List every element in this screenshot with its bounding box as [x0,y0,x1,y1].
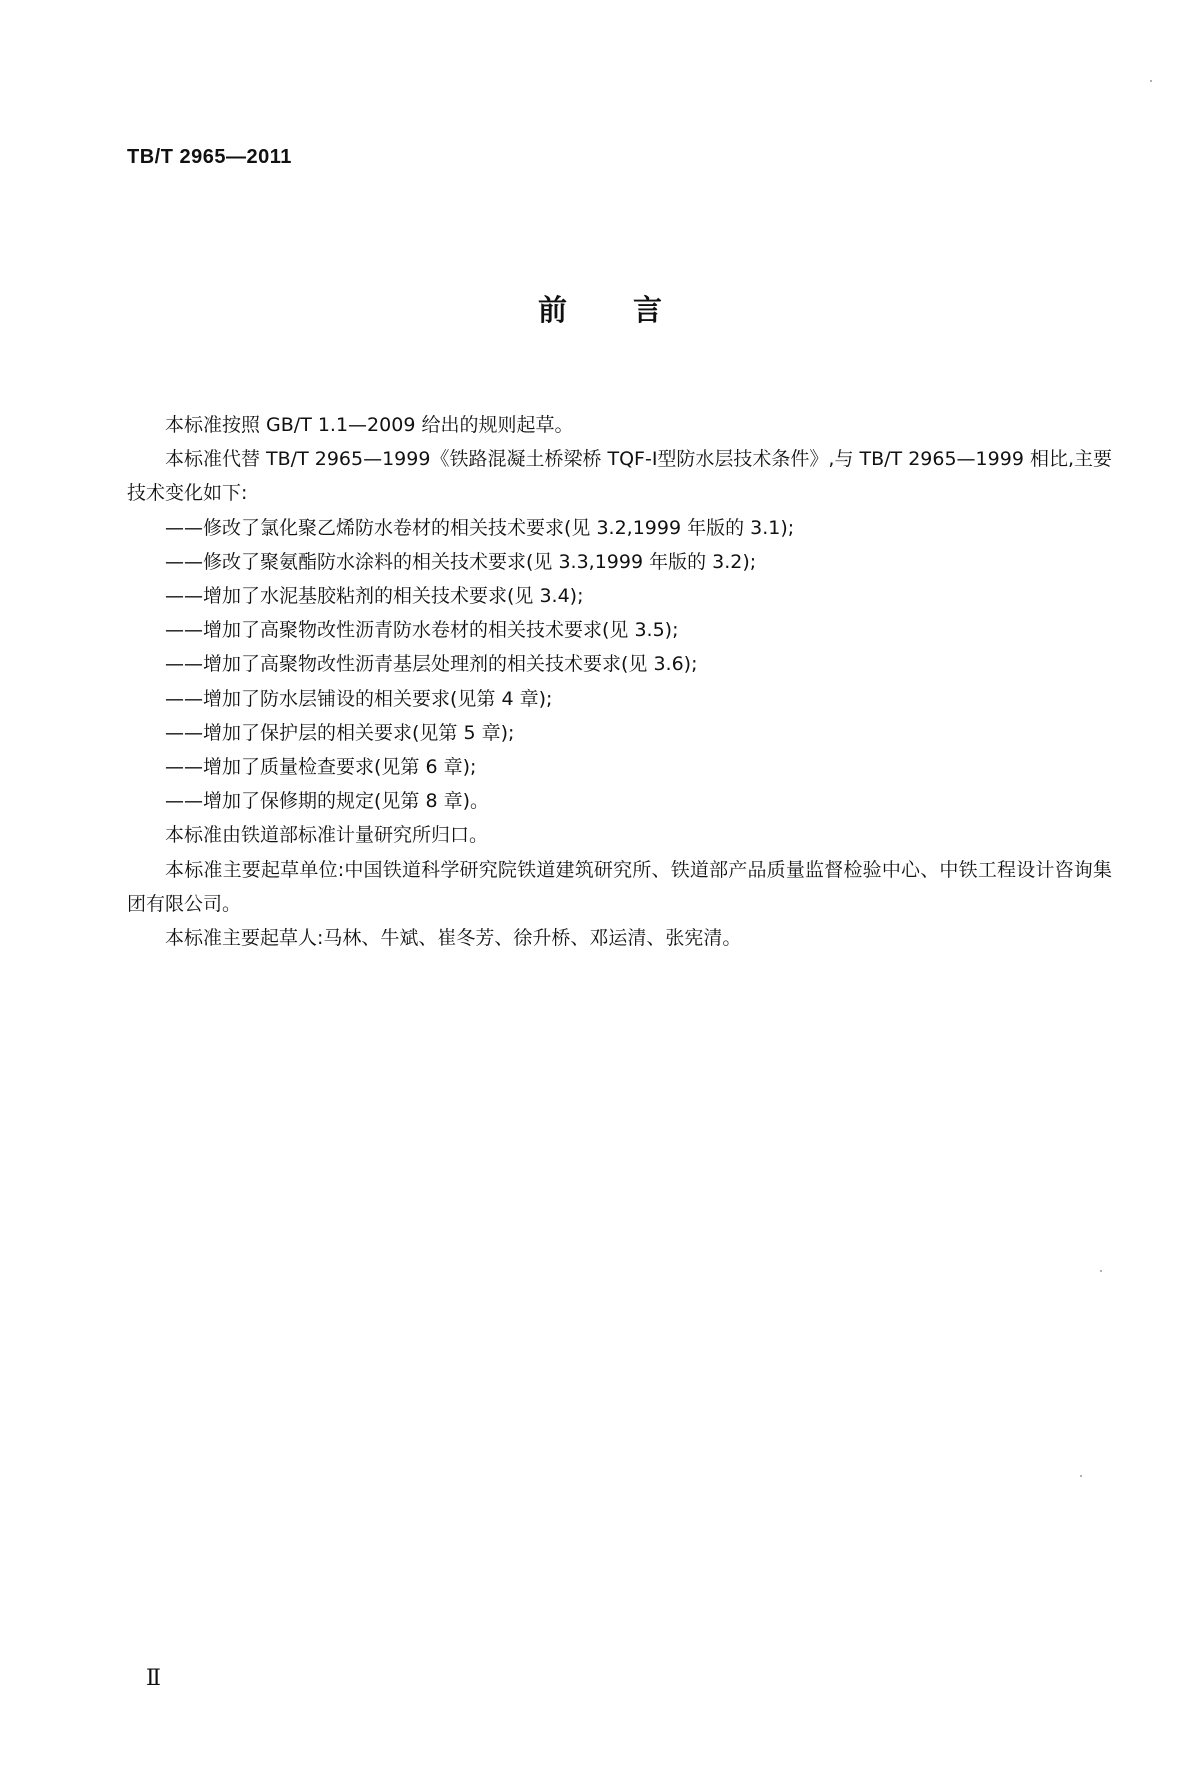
drafting-units-paragraph: 本标准主要起草单位:中国铁道科学研究院铁道建筑研究所、铁道部产品质量监督检验中心、中铁工程设计咨询集团有限公司。 [127,858,1112,915]
replacement-paragraph: 本标准代替 TB/T 2965—1999《铁路混凝土桥梁桥 TQF-Ⅰ型防水层技术条件》,与 TB/T 2965—1999 相比,主要技术变化如下: [127,448,1112,505]
change-item: ——修改了聚氨酯防水涂料的相关技术要求(见 3.3,1999 年版的 3.2); [165,550,757,573]
change-item: ——修改了氯化聚乙烯防水卷材的相关技术要求(见 3.2,1999 年版的 3.1); [165,516,795,539]
change-item: ——增加了水泥基胶粘剂的相关技术要求(见 3.4); [165,585,584,608]
title-char-2: 言 [633,293,663,327]
changes-list [127,511,1112,819]
change-item: ——增加了高聚物改性沥青防水卷材的相关技术要求(见 3.5); [165,619,679,642]
scan-speck [1080,1475,1082,1477]
change-item: ——增加了保护层的相关要求(见第 5 章); [165,721,515,744]
standard-code: TB/T 2965—2011 [127,146,292,168]
page-title [0,288,1200,329]
responsible-org-paragraph: 本标准由铁道部标准计量研究所归口。 [165,824,489,847]
title-char-1: 前 [537,293,567,327]
page-number: Ⅱ [146,1666,161,1691]
foreword-body [127,408,1112,955]
scan-speck [1100,1270,1102,1272]
change-item: ——增加了质量检查要求(见第 6 章); [165,756,477,779]
change-item: ——增加了保修期的规定(见第 8 章)。 [165,790,489,813]
change-item: ——增加了高聚物改性沥青基层处理剂的相关技术要求(见 3.6); [165,653,698,676]
drafting-rule-paragraph: 本标准按照 GB/T 1.1—2009 给出的规则起草。 [165,414,574,436]
drafters-paragraph: 本标准主要起草人:马林、牛斌、崔冬芳、徐升桥、邓运清、张宪清。 [165,927,742,950]
scan-speck [1150,80,1152,82]
change-item: ——增加了防水层铺设的相关要求(见第 4 章); [165,687,553,710]
